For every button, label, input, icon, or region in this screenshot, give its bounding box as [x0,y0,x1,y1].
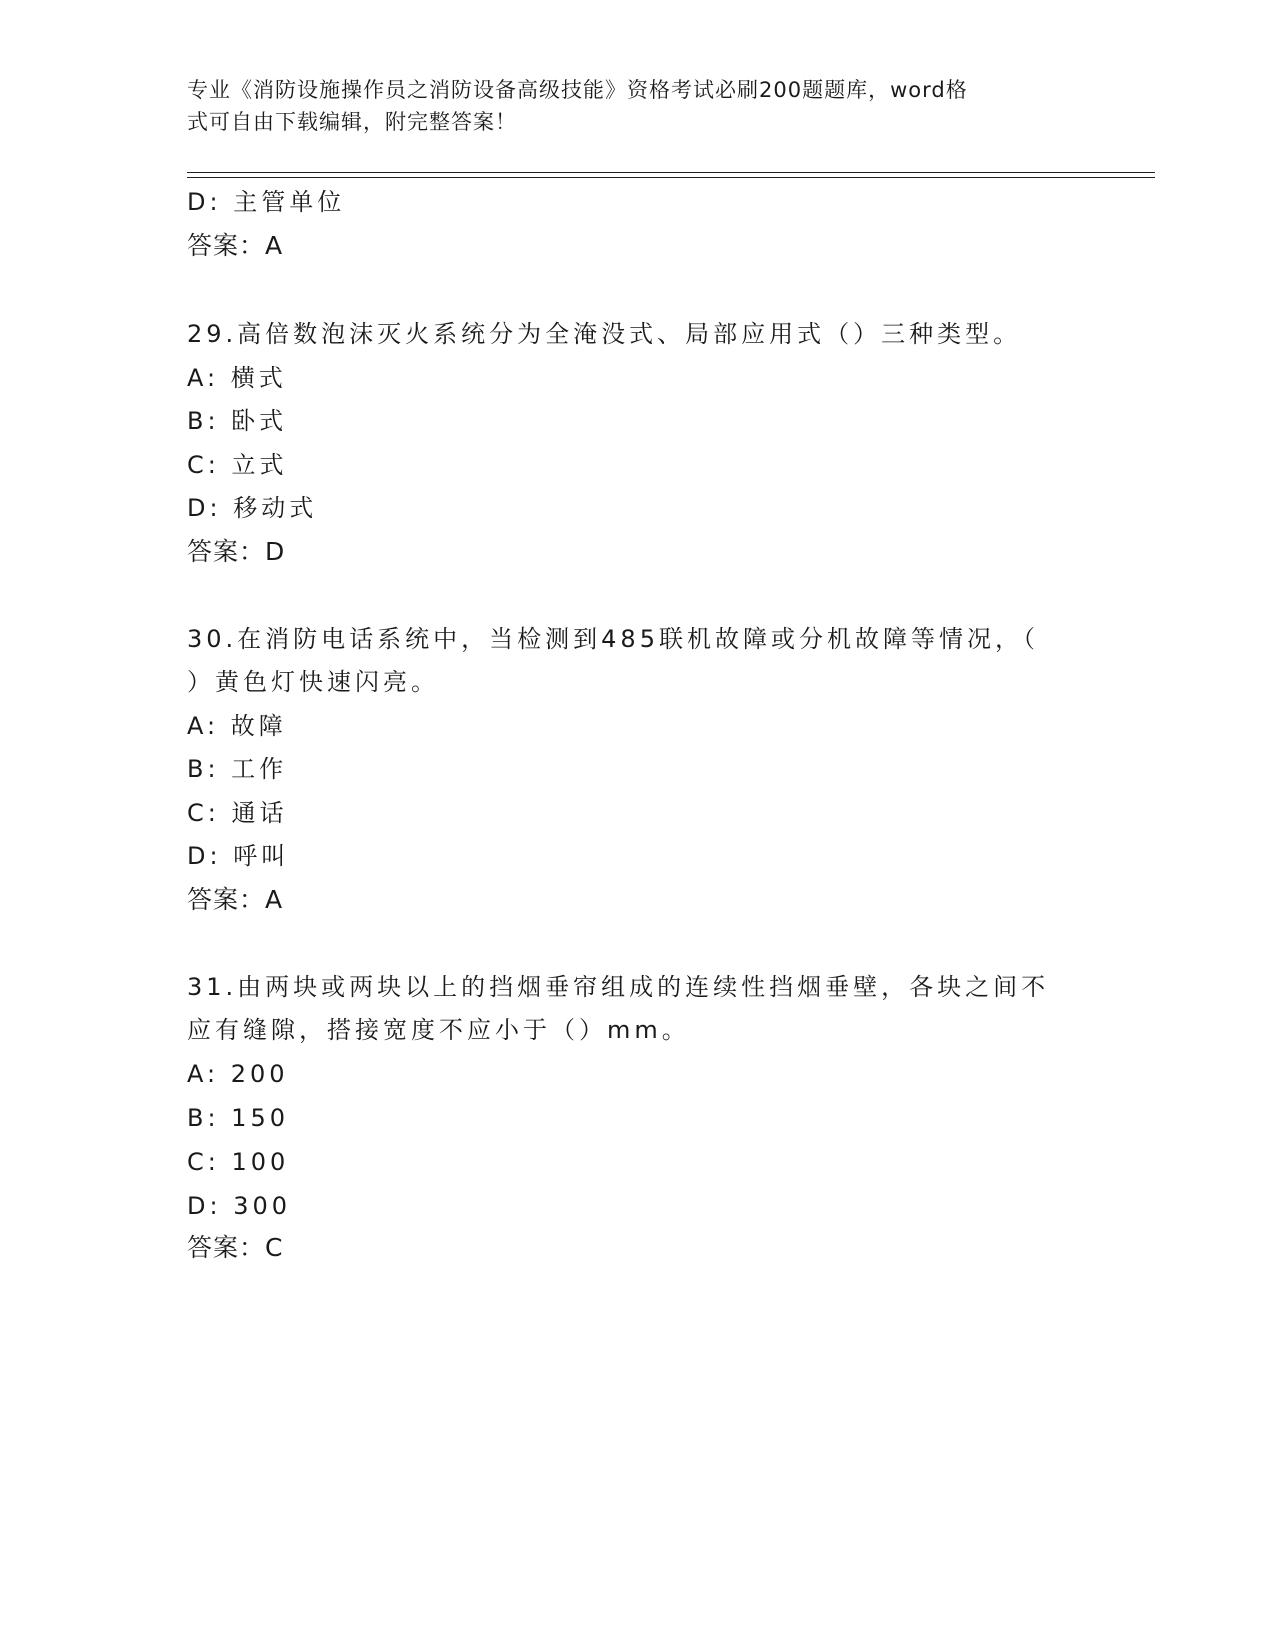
question-31-option-c: C: 100 [187,1148,290,1176]
question-30-option-c: C: 通话 [187,799,288,827]
question-29-option-b: B: 卧式 [187,407,288,435]
question-31-option-a: A: 200 [187,1060,289,1088]
answer-value: A [265,885,284,914]
header-divider-bottom [187,177,1155,178]
document-header [187,74,1087,138]
question-29-option-d: D: 移动式 [187,494,318,522]
question-29-option-a: A: 横式 [187,364,287,392]
question-31-option-b: B: 150 [187,1104,289,1132]
header-divider-top [187,172,1155,173]
header-line-1: 专业《消防设施操作员之消防设备高级技能》资格考试必刷200题题库，word格 [187,78,968,102]
answer-label: 答案： [187,1233,266,1262]
question-31-stem-line-2: 应有缝隙，搭接宽度不应小于（）mm。 [187,1016,690,1044]
header-line-2: 式可自由下载编辑，附完整答案！ [187,110,517,134]
question-29-option-c: C: 立式 [187,451,288,479]
prev-answer [187,230,283,262]
question-30-option-b: B: 工作 [187,755,288,783]
question-29-answer [187,536,285,568]
question-29-stem: 29.高倍数泡沫灭火系统分为全淹没式、局部应用式（）三种类型。 [187,320,1022,348]
question-31-option-d: D: 300 [187,1192,292,1220]
answer-value: A [265,231,284,260]
answer-label: 答案： [187,231,266,260]
question-30-stem-line-2: ）黄色灯快速闪亮。 [187,668,439,696]
question-31-stem-line-1: 31.由两块或两块以上的挡烟垂帘组成的连续性挡烟垂壁，各块之间不 [187,973,1050,1001]
prev-option-d: D: 主管单位 [187,188,346,216]
answer-label: 答案： [187,885,266,914]
question-30-option-a: A: 故障 [187,712,287,740]
question-30-stem-line-1: 30.在消防电话系统中，当检测到485联机故障或分机故障等情况，（ [187,625,1039,653]
answer-value: D [265,537,286,566]
answer-value: C [265,1233,284,1262]
question-31-answer [187,1232,283,1264]
question-30-answer [187,884,283,916]
answer-label: 答案： [187,537,266,566]
question-30-option-d: D: 呼叫 [187,842,290,870]
